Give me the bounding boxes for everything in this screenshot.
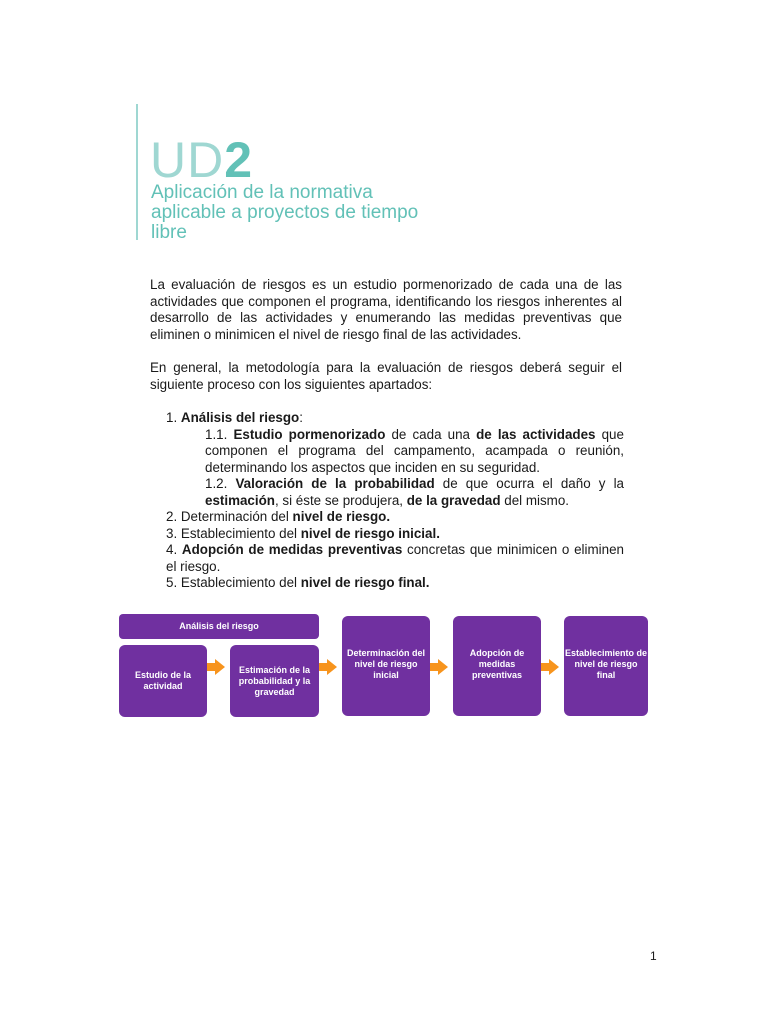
diagram-step-3 (342, 616, 430, 716)
page-number: 1 (650, 949, 657, 963)
list-item-1-1: 1.1. Estudio pormenorizado de cada una de las actividades que componen el programa del campamento, acampada o reunión, determinando los aspectos que inciden en su seguridad. (205, 426, 624, 475)
arrow-right-icon (327, 659, 337, 675)
method-paragraph: En general, la metodología para la evaluación de riesgos deberá seguir el siguiente proceso con los siguientes apartados: (150, 360, 622, 392)
list-item-1-2: 1.2. Valoración de la probabilidad de que ocurra el daño y la estimación, si éste se produjera, de la gravedad del mismo. (205, 476, 624, 508)
diagram-group-label: Análisis del riesgo (119, 614, 319, 639)
diagram-step-2-label: Estimación de la probabilidad y la gravedad (238, 664, 311, 697)
arrow-right-icon (215, 659, 225, 675)
intro-paragraph: La evaluación de riesgos es un estudio pormenorizado de cada una de las actividades que componen el programa, identificando los riesgos inherentes al desarrollo de las actividades y enumerando las medidas preventivas que eliminen o minimicen el nivel de riesgo final de las actividades. (150, 277, 622, 342)
list-item-5: 5. Establecimiento del nivel de riesgo final. (166, 575, 430, 590)
list-item-2: 2. Determinación del nivel de riesgo. (166, 509, 391, 524)
list-item-4: 4. Adopción de medidas preventivas concretas que minimicen o eliminen el riesgo. (166, 542, 624, 574)
diagram-step-4 (453, 616, 541, 716)
unit-subtitle: Aplicación de la normativa aplicable a proyectos de tiempo libre (151, 182, 419, 243)
list-item-1: 1. Análisis del riesgo: (166, 410, 303, 425)
diagram-step-4-label: Adopción de medidas preventivas (469, 648, 525, 680)
unit-title: UD2 (150, 132, 254, 188)
arrow-right-icon (438, 659, 448, 675)
diagram-step-1 (119, 645, 207, 717)
diagram-step-3-label: Determinación del nivel de riesgo inicial (346, 648, 426, 680)
diagram-step-5 (564, 616, 648, 716)
diagram-step-5-label: Establecimiento de nivel de riesgo final (564, 648, 648, 680)
diagram-step-1-label: Estudio de la actividad (134, 670, 191, 691)
diagram-step-2 (230, 645, 319, 717)
process-diagram (119, 614, 649, 720)
arrow-right-icon (549, 659, 559, 675)
list-item-3: 3. Establecimiento del nivel de riesgo inicial. (166, 525, 440, 541)
process-list (166, 410, 624, 592)
header-divider-line (136, 104, 138, 240)
